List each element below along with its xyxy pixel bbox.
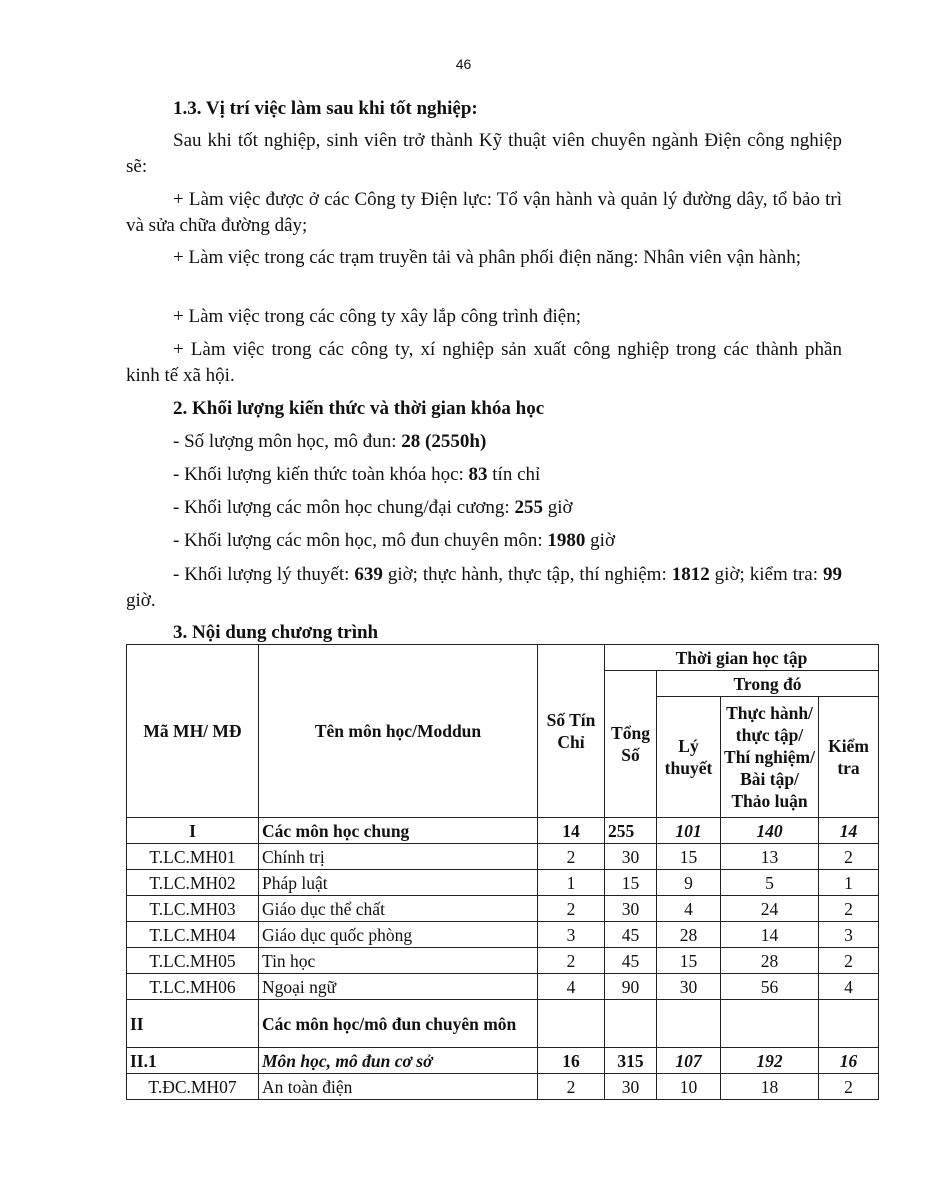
cell-total: 45 [605, 922, 657, 948]
summary-line-general-hours: - Khối lượng các môn học chung/đại cương: 255 giờ [173, 497, 573, 518]
cell-code: II.1 [127, 1048, 259, 1074]
summary-line-specialized-hours: - Khối lượng các môn học, mô đun chuyên môn: 1980 giờ [173, 530, 615, 551]
table-row [127, 922, 879, 948]
header-code: Mã MH/ MĐ [127, 645, 259, 818]
cell-theory: 4 [657, 896, 721, 922]
cell-code: T.LC.MH06 [127, 974, 259, 1000]
cell-total: 30 [605, 1074, 657, 1100]
cell-code: T.ĐC.MH07 [127, 1074, 259, 1100]
header-theory: Lý thuyết [657, 697, 721, 818]
cell-practice: 192 [721, 1048, 819, 1074]
cell-theory: 15 [657, 948, 721, 974]
cell-theory: 30 [657, 974, 721, 1000]
section-1-3-intro: Sau khi tốt nghiệp, sinh viên trở thành Kỹ thuật viên chuyên ngành Điện công nghiệp sẽ: [126, 130, 842, 177]
cell-name: Ngoại ngữ [259, 974, 538, 1000]
cell-credits: 2 [538, 1074, 605, 1100]
cell-name: Chính trị [259, 844, 538, 870]
job-item-2: + Làm việc trong các trạm truyền tải và phân phối điện năng: Nhân viên vận hành; [173, 247, 802, 268]
table-row [127, 870, 879, 896]
cell-practice: 140 [721, 818, 819, 844]
cell-credits: 1 [538, 870, 605, 896]
table-row [127, 974, 879, 1000]
header-credits: Số Tín Chỉ [538, 645, 605, 818]
cell-exam [819, 1000, 879, 1048]
cell-exam: 2 [819, 948, 879, 974]
cell-code: T.LC.MH02 [127, 870, 259, 896]
cell-name: Giáo dục quốc phòng [259, 922, 538, 948]
section-1-3-heading: 1.3. Vị trí việc làm sau khi tốt nghiệp: [173, 98, 478, 119]
table-row [127, 1000, 879, 1048]
cell-exam: 16 [819, 1048, 879, 1074]
cell-total: 30 [605, 896, 657, 922]
cell-credits [538, 1000, 605, 1048]
cell-practice: 14 [721, 922, 819, 948]
cell-practice: 56 [721, 974, 819, 1000]
table-row [127, 1074, 879, 1100]
cell-total: 255 [605, 818, 657, 844]
cell-name: Các môn học chung [259, 818, 538, 844]
cell-name: Giáo dục thể chất [259, 896, 538, 922]
cell-code: II [127, 1000, 259, 1048]
cell-practice: 13 [721, 844, 819, 870]
table-row [127, 896, 879, 922]
cell-exam: 2 [819, 1074, 879, 1100]
cell-code: T.LC.MH01 [127, 844, 259, 870]
cell-name: An toàn điện [259, 1074, 538, 1100]
cell-name: Môn học, mô đun cơ sở [259, 1048, 538, 1074]
cell-exam: 2 [819, 896, 879, 922]
table-row [127, 1048, 879, 1074]
header-time-group: Thời gian học tập [605, 645, 879, 671]
summary-line-modules: - Số lượng môn học, mô đun: 28 (2550h) [173, 431, 487, 452]
header-name: Tên môn học/Moddun [259, 645, 538, 818]
cell-total: 30 [605, 844, 657, 870]
cell-credits: 2 [538, 844, 605, 870]
cell-credits: 2 [538, 896, 605, 922]
cell-code: I [127, 818, 259, 844]
header-exam: Kiểm tra [819, 697, 879, 818]
cell-total: 15 [605, 870, 657, 896]
header-of-which: Trong đó [657, 671, 879, 697]
section-2-heading: 2. Khối lượng kiến thức và thời gian khóa học [173, 398, 545, 419]
cell-name: Các môn học/mô đun chuyên môn [259, 1000, 538, 1048]
cell-theory: 101 [657, 818, 721, 844]
cell-theory: 107 [657, 1048, 721, 1074]
cell-theory: 10 [657, 1074, 721, 1100]
cell-exam: 4 [819, 974, 879, 1000]
cell-exam: 3 [819, 922, 879, 948]
job-item-3: + Làm việc trong các công ty xây lắp công trình điện; [173, 306, 581, 327]
cell-practice: 18 [721, 1074, 819, 1100]
cell-total: 315 [605, 1048, 657, 1074]
cell-total [605, 1000, 657, 1048]
cell-code: T.LC.MH03 [127, 896, 259, 922]
cell-theory: 28 [657, 922, 721, 948]
cell-theory [657, 1000, 721, 1048]
cell-name: Pháp luật [259, 870, 538, 896]
cell-practice: 5 [721, 870, 819, 896]
cell-credits: 16 [538, 1048, 605, 1074]
cell-total: 45 [605, 948, 657, 974]
cell-practice [721, 1000, 819, 1048]
summary-line-credits: - Khối lượng kiến thức toàn khóa học: 83 tín chỉ [173, 464, 541, 485]
header-total: Tổng Số [605, 671, 657, 818]
cell-credits: 4 [538, 974, 605, 1000]
table-row [127, 844, 879, 870]
cell-credits: 3 [538, 922, 605, 948]
cell-exam: 14 [819, 818, 879, 844]
cell-theory: 9 [657, 870, 721, 896]
cell-total: 90 [605, 974, 657, 1000]
cell-code: T.LC.MH04 [127, 922, 259, 948]
job-item-4: + Làm việc trong các công ty, xí nghiệp sản xuất công nghiệp trong các thành phần kinh tế xã hội. [126, 339, 842, 386]
section-3-heading: 3. Nội dung chương trình [173, 622, 379, 643]
cell-code: T.LC.MH05 [127, 948, 259, 974]
cell-practice: 28 [721, 948, 819, 974]
table-row [127, 948, 879, 974]
header-practice: Thực hành/ thực tập/ Thí nghiệm/ Bài tập/ Thảo luận [721, 697, 819, 818]
cell-name: Tin học [259, 948, 538, 974]
table-row [127, 818, 879, 844]
cell-theory: 15 [657, 844, 721, 870]
cell-practice: 24 [721, 896, 819, 922]
cell-exam: 2 [819, 844, 879, 870]
page-number: 46 [455, 56, 472, 72]
cell-credits: 2 [538, 948, 605, 974]
curriculum-table [126, 644, 879, 1100]
job-item-1: + Làm việc được ở các Công ty Điện lực: Tổ vận hành và quản lý đường dây, tổ bảo trì và sửa chữa đường dây; [126, 189, 842, 236]
summary-line-hour-breakdown: - Khối lượng lý thuyết: 639 giờ; thực hành, thực tập, thí nghiệm: 1812 giờ; kiểm tra: 99 giờ. [126, 564, 842, 611]
cell-exam: 1 [819, 870, 879, 896]
cell-credits: 14 [538, 818, 605, 844]
